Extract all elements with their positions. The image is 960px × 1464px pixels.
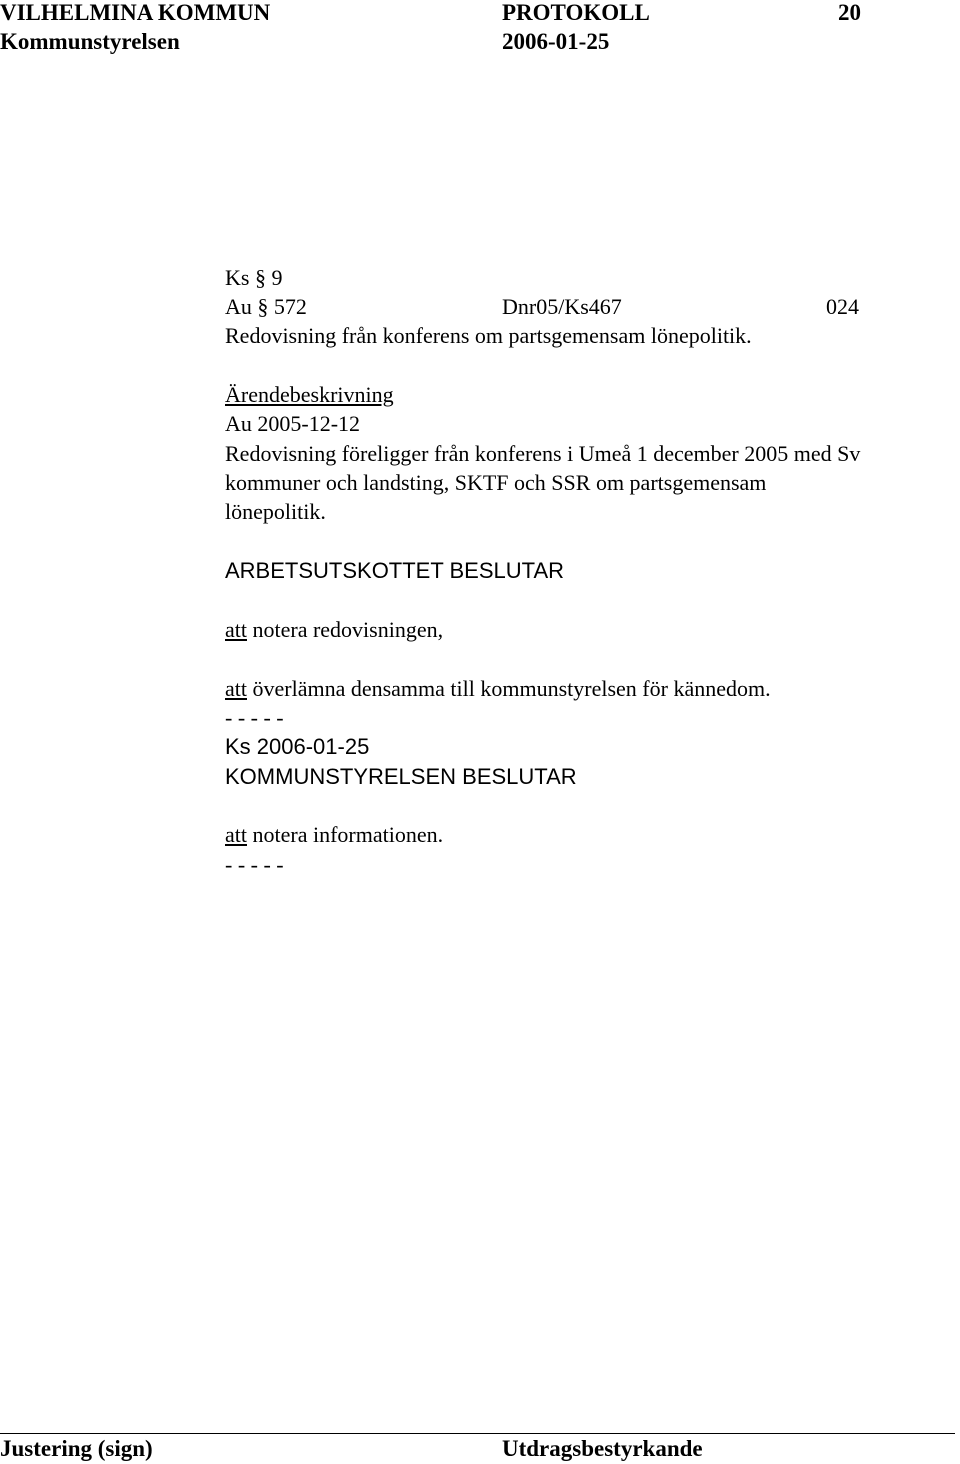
case-code: 024	[826, 294, 859, 319]
ks-paragraph	[225, 263, 282, 292]
header-doc-type: PROTOKOLL	[502, 0, 650, 25]
description-line-3: lönepolitik.	[225, 499, 326, 524]
au-prefix: Au	[225, 294, 252, 319]
ks-prefix: Ks	[225, 265, 250, 290]
au-decision-item-1	[225, 615, 443, 644]
footer-rule	[0, 1433, 955, 1434]
ks-decision-heading: KOMMUNSTYRELSEN BESLUTAR	[225, 764, 577, 789]
section-sign: §	[257, 294, 269, 319]
diary-number: Dnr05/Ks467	[502, 294, 622, 319]
ks-decision-item-1-text: notera informationen.	[247, 822, 444, 847]
au-decision-item-2-text: överlämna densamma till kommunstyrelsen för kännedom.	[247, 676, 771, 701]
ks-number: 9	[271, 265, 283, 290]
att-keyword: att	[225, 822, 247, 847]
att-keyword: att	[225, 676, 247, 701]
au-decision-item-2	[225, 674, 771, 703]
au-number: 572	[273, 294, 307, 319]
description-line-1: Redovisning föreligger från konferens i Umeå 1 december 2005 med Sv	[225, 441, 861, 466]
au-decision-item-1-text: notera redovisningen,	[247, 617, 444, 642]
ks-date-line: Ks 2006-01-25	[225, 734, 370, 759]
header-org: VILHELMINA KOMMUN	[0, 0, 271, 25]
ks-separator: - - - - -	[225, 852, 284, 877]
description-au-date: Au 2005-12-12	[225, 411, 361, 436]
header-page-number: 20	[838, 0, 861, 25]
footer-utdragsbestyrkande: Utdragsbestyrkande	[502, 1436, 703, 1461]
description-heading: Ärendebeskrivning	[225, 382, 394, 407]
au-decision-heading: ARBETSUTSKOTTET BESLUTAR	[225, 558, 565, 583]
att-keyword: att	[225, 617, 247, 642]
au-separator: - - - - -	[225, 705, 284, 730]
header-date: 2006-01-25	[502, 29, 610, 54]
ks-decision-item-1	[225, 820, 443, 849]
case-title: Redovisning från konferens om partsgemensam lönepolitik.	[225, 323, 752, 348]
header-body-name: Kommunstyrelsen	[0, 29, 180, 54]
footer-justering: Justering (sign)	[0, 1436, 153, 1461]
section-sign: §	[254, 265, 266, 290]
au-paragraph	[225, 292, 307, 321]
description-line-2: kommuner och landsting, SKTF och SSR om partsgemensam	[225, 470, 767, 495]
